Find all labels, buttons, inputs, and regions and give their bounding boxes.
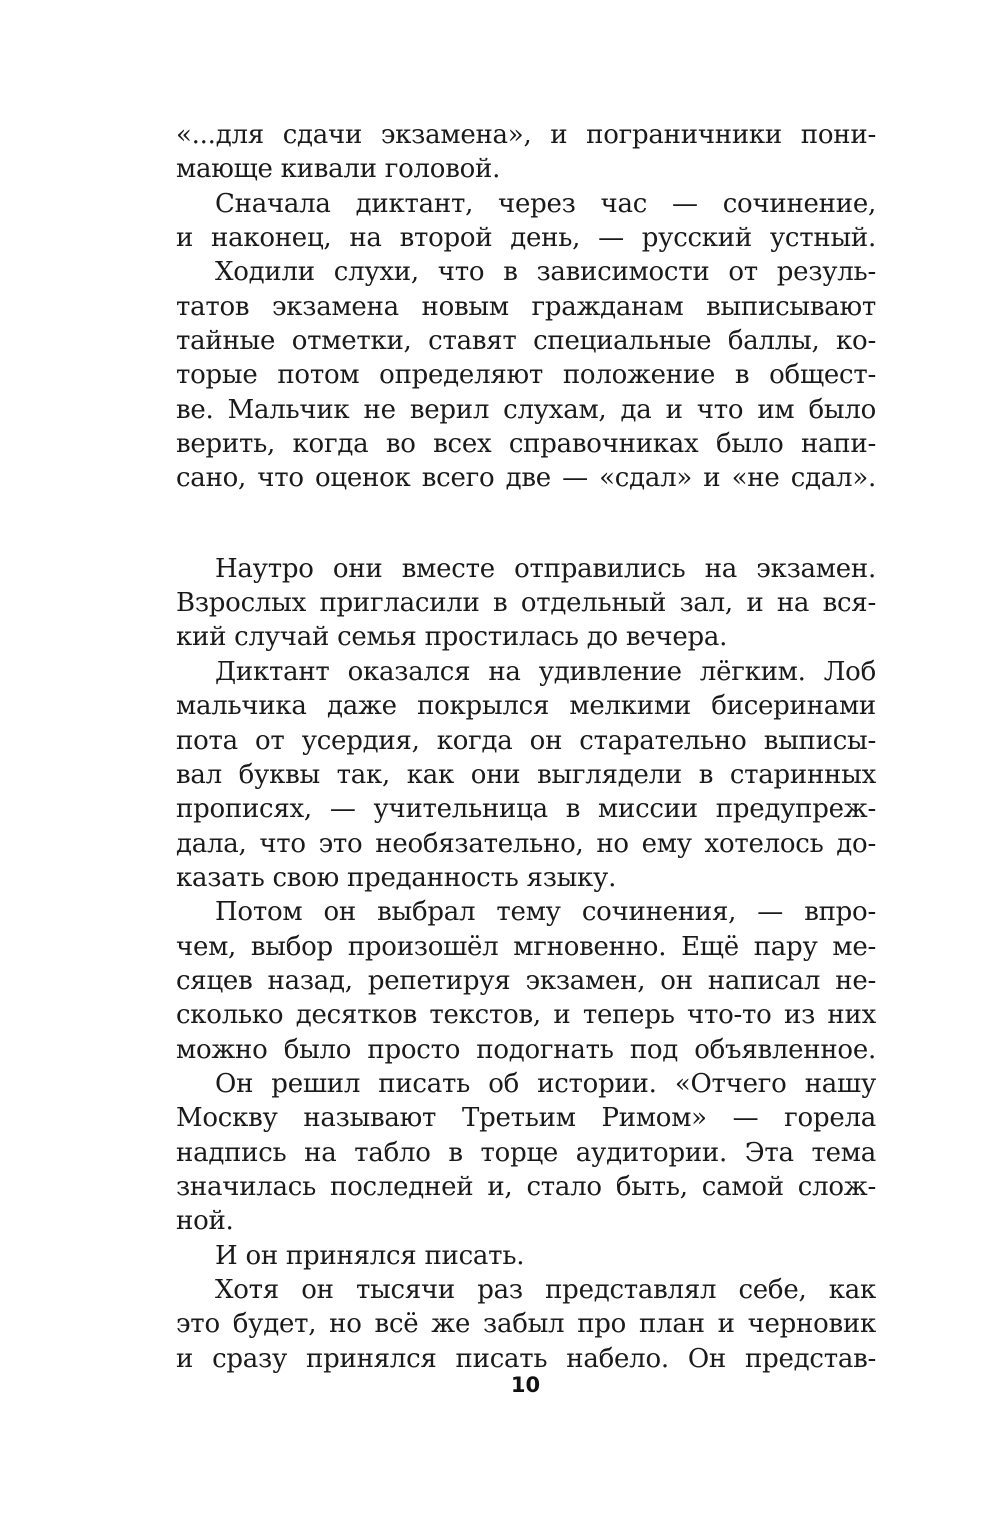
text-line: Москву называют Третьим Римом» — горела	[176, 1103, 876, 1134]
text-line: ве. Мальчик не верил слухам, да и что им было	[176, 394, 876, 425]
text-line: кий случай семья простилась до вечера.	[176, 622, 728, 653]
text-line: казать свою преданность языку.	[176, 862, 617, 893]
page-body	[176, 118, 876, 1376]
text-line: Диктант оказался на удивление лёгким. Лоб	[215, 656, 876, 687]
text-line: это будет, но всё же забыл про план и черновик	[176, 1309, 876, 1340]
text-line: Потом он выбрал тему сочинения, — впро-	[215, 897, 876, 928]
text-line: можно было просто подогнать под объявленное.	[176, 1034, 876, 1065]
text-line: и сразу принялся писать набело. Он представ-	[176, 1343, 876, 1374]
text-line: Взрослых пригласили в отдельный зал, и на вся-	[176, 588, 876, 619]
section-2	[176, 552, 876, 1376]
text-line: «...для сдачи экзамена», и пограничники пони-	[176, 120, 876, 150]
text-line: татов экзамена новым гражданам выписывают	[176, 291, 876, 322]
text-line: мальчика даже покрылся мелкими бисеринами	[176, 691, 876, 722]
text-line: Хотя он тысячи раз представлял себе, как	[215, 1275, 876, 1305]
text-line: пота от усердия, когда он старательно выписы-	[176, 725, 876, 756]
text-line: Ходили слухи, что в зависимости от резуль-	[215, 257, 876, 288]
text-line: дала, что это необязательно, но ему хотелось до-	[176, 828, 876, 859]
text-line: прописях, — учительница в миссии предупреж-	[176, 794, 876, 825]
text-line: значилась последней и, стало быть, самой слож-	[176, 1171, 876, 1202]
text-line: И он принялся писать.	[215, 1240, 525, 1271]
text-line: сяцев назад, репетируя экзамен, он написал не-	[176, 965, 876, 996]
text-line: ной.	[176, 1206, 234, 1237]
page-number: 10	[510, 1373, 541, 1397]
text-line: надпись на табло в торце аудитории. Эта тема	[176, 1137, 876, 1168]
text-line: и наконец, на второй день, — русский устный.	[176, 223, 876, 254]
text-line: мающе кивали головой.	[176, 154, 501, 185]
text-line: Наутро они вместе отправились на экзамен.	[215, 553, 876, 584]
text-line: Он решил писать об истории. «Отчего нашу	[215, 1068, 876, 1099]
text-line: Сначала диктант, через час — сочинение,	[215, 188, 876, 219]
text-line: чем, выбор произошёл мгновенно. Ещё пару ме-	[176, 931, 876, 962]
text-line: торые потом определяют положение в общест-	[176, 360, 876, 391]
text-line: сколько десятков текстов, и теперь что-то из них	[176, 1000, 876, 1031]
section-break	[176, 496, 876, 552]
text-line: вал буквы так, как они выглядели в старинных	[176, 759, 876, 790]
text-line: сано, что оценок всего две — «сдал» и «не сдал».	[176, 463, 876, 494]
text-line: верить, когда во всех справочниках было напи-	[176, 429, 876, 460]
section-1	[176, 118, 876, 496]
text-line: тайные отметки, ставят специальные баллы, ко-	[176, 326, 876, 357]
